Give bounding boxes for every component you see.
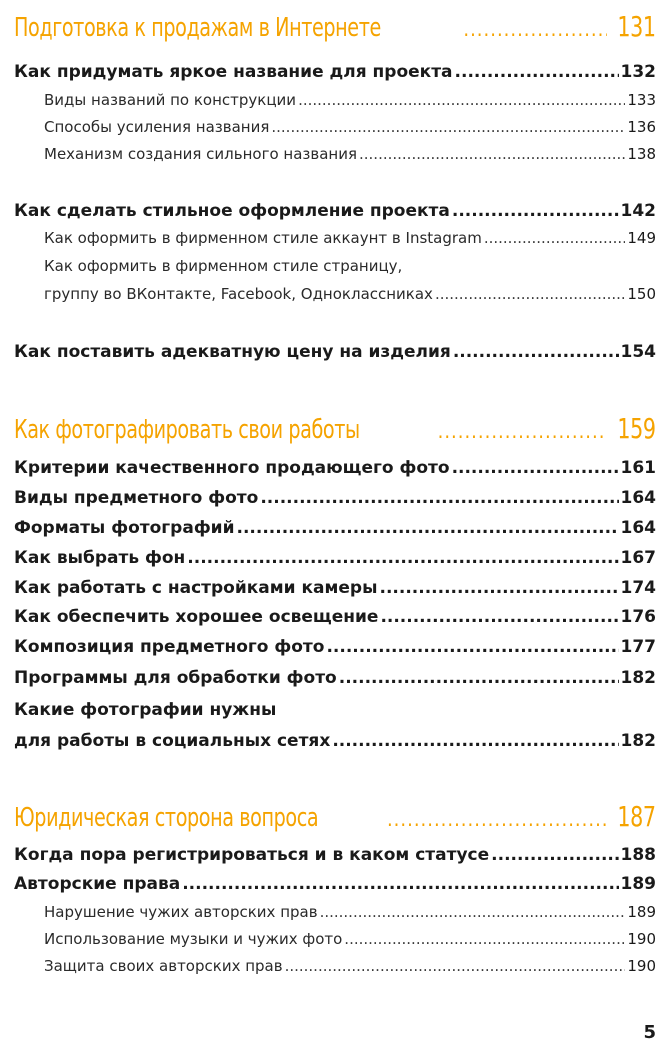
entry-page: 176	[620, 607, 656, 627]
entry-title: Программы для обработки фото	[14, 668, 337, 688]
entry-title: Когда пора регистрироваться и в каком статусе	[14, 845, 490, 865]
entry-title: Использование музыки и чужих фото	[44, 930, 343, 948]
toc-entry	[14, 731, 656, 757]
entry-page: 149	[627, 229, 656, 247]
dot-leader	[271, 118, 625, 136]
toc-entry	[14, 845, 656, 871]
toc-entry	[14, 62, 656, 88]
toc-subentry	[14, 91, 656, 115]
dot-leader	[298, 91, 625, 109]
entry-title: для работы в социальных сетях	[14, 731, 331, 751]
toc-subentry	[14, 930, 656, 954]
toc-entry	[14, 342, 656, 368]
section-page: 187	[617, 800, 656, 833]
section-page: 131	[617, 10, 656, 43]
entry-title: Как работать с настройками камеры	[14, 578, 378, 598]
entry-title: Как обеспечить хорошее освещение	[14, 607, 379, 627]
entry-page: 190	[627, 930, 656, 948]
dot-leader	[326, 637, 618, 657]
entry-page: 167	[620, 548, 656, 568]
entry-title: Какие фотографии нужны	[14, 700, 277, 720]
dot-leader	[455, 62, 619, 82]
dot-leader	[435, 285, 625, 303]
entry-page: 161	[620, 458, 656, 478]
toc-entry	[14, 637, 656, 663]
toc-subentry	[14, 229, 656, 253]
section-title: Подготовка к продажам в Интернете	[14, 13, 381, 43]
section-title: Юридическая сторона вопроса	[14, 803, 319, 833]
entry-title: Как придумать яркое название для проекта	[14, 62, 453, 82]
dot-leader	[237, 518, 619, 538]
entry-title: Способы усиления названия	[44, 118, 270, 136]
entry-page: 182	[620, 668, 656, 688]
entry-page: 138	[627, 145, 656, 163]
entry-title: Как поставить адекватную цену на изделия	[14, 342, 451, 362]
toc-entry	[14, 458, 656, 484]
section-title: Как фотографировать свои работы	[14, 415, 360, 445]
entry-title: Критерии качественного продающего фото	[14, 458, 450, 478]
toc-entry	[14, 668, 656, 694]
entry-title: Форматы фотографий	[14, 518, 235, 538]
entry-title: группу во ВКонтакте, Facebook, Одноклассниках	[44, 285, 433, 303]
dot-leader	[491, 845, 618, 865]
dot-leader	[344, 930, 625, 948]
dot-leader	[339, 668, 619, 688]
toc-subentry	[14, 957, 656, 981]
entry-title: Виды названий по конструкции	[44, 91, 297, 109]
toc-entry	[14, 201, 656, 227]
entry-page: 189	[620, 874, 656, 894]
dot-leader	[182, 874, 618, 894]
toc-entry	[14, 488, 656, 514]
entry-page: 164	[620, 488, 656, 508]
section-heading	[14, 800, 656, 836]
dot-leader	[484, 229, 626, 247]
dot-leader	[453, 342, 619, 362]
dot-leader	[332, 731, 618, 751]
section-heading	[14, 10, 656, 46]
page-number: 5	[643, 1022, 656, 1043]
entry-page: 174	[620, 578, 656, 598]
toc-entry	[14, 518, 656, 544]
dot-leader	[320, 903, 626, 921]
dot-leader	[359, 145, 625, 163]
dot-leader	[260, 488, 618, 508]
toc-subentry	[14, 903, 656, 927]
entry-page: 190	[627, 957, 656, 975]
entry-title: Защита своих авторских прав	[44, 957, 283, 975]
dot-leader	[285, 957, 626, 975]
entry-page: 142	[620, 201, 656, 221]
section-heading	[14, 412, 656, 448]
dot-leader	[452, 201, 619, 221]
entry-page: 177	[620, 637, 656, 657]
toc-subentry	[14, 118, 656, 142]
dot-leader	[463, 17, 607, 41]
entry-page: 154	[620, 342, 656, 362]
entry-title: Как сделать стильное оформление проекта	[14, 201, 450, 221]
section-page: 159	[617, 412, 656, 445]
entry-page: 182	[620, 731, 656, 751]
dot-leader	[379, 578, 618, 598]
entry-page: 133	[627, 91, 656, 109]
entry-title: Механизм создания сильного названия	[44, 145, 357, 163]
entry-title: Как оформить в фирменном стиле аккаунт в Instagram	[44, 229, 482, 247]
entry-title: Композиция предметного фото	[14, 637, 325, 657]
toc-entry	[14, 607, 656, 633]
entry-title: Авторские права	[14, 874, 181, 894]
dot-leader	[380, 607, 618, 627]
dot-leader	[387, 807, 607, 831]
entry-title: Как оформить в фирменном стиле страницу,	[44, 257, 403, 275]
toc-subentry	[14, 285, 656, 309]
toc-subentry	[14, 145, 656, 169]
dot-leader	[452, 458, 619, 478]
entry-page: 164	[620, 518, 656, 538]
dot-leader	[187, 548, 618, 568]
entry-title: Как выбрать фон	[14, 548, 186, 568]
entry-title: Нарушение чужих авторских прав	[44, 903, 318, 921]
entry-page: 189	[627, 903, 656, 921]
entry-page: 136	[627, 118, 656, 136]
dot-leader	[438, 419, 608, 443]
entry-page: 188	[620, 845, 656, 865]
toc-entry	[14, 578, 656, 604]
toc-entry	[14, 874, 656, 900]
entry-page: 150	[627, 285, 656, 303]
toc-subentry-continued	[14, 257, 656, 281]
toc-entry-continued	[14, 700, 656, 726]
entry-page: 132	[620, 62, 656, 82]
toc-entry	[14, 548, 656, 574]
entry-title: Виды предметного фото	[14, 488, 259, 508]
